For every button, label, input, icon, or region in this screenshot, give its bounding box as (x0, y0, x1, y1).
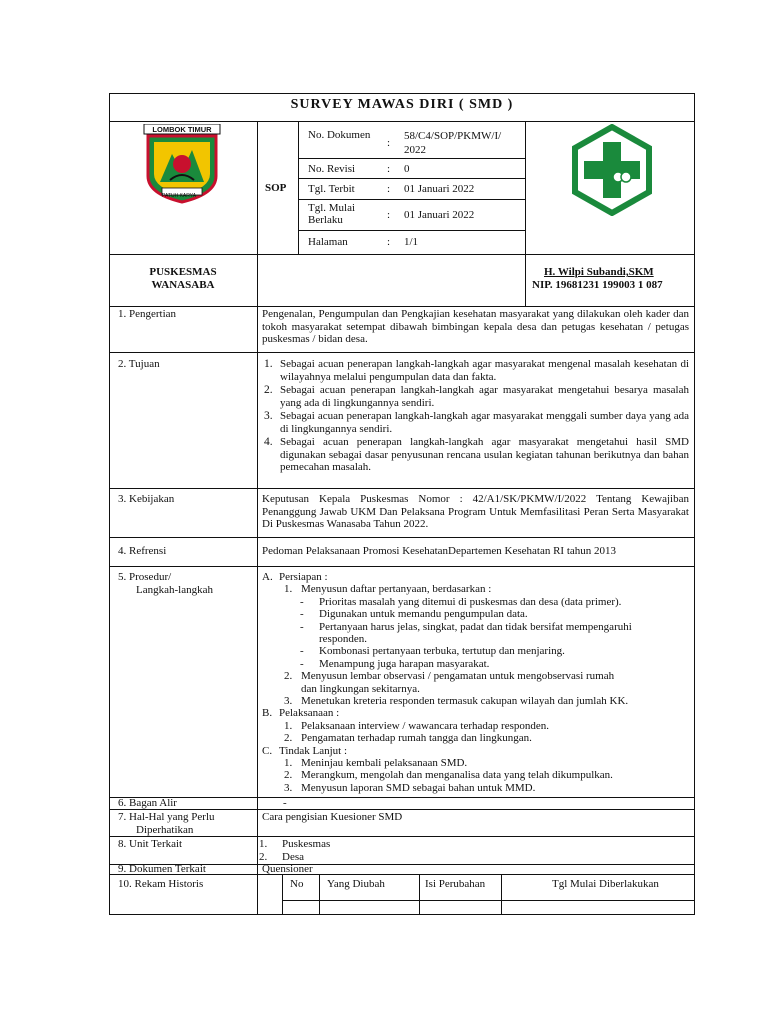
section-label-prosedur-2: Langkah-langkah (136, 584, 213, 596)
tujuan-list (264, 358, 689, 474)
org-name-line1: PUSKESMAS (149, 266, 217, 278)
prosedur-text: Kombonasi pertanyaan terbuka, tertutup dan menjaring. (319, 645, 565, 658)
meta-label-no-dokumen: No. Dokumen (308, 129, 371, 141)
section-label-bagan-alir: 6. Bagan Alir (118, 797, 177, 809)
prosedur-marker: 3. (284, 781, 293, 794)
prosedur-marker: 2. (284, 769, 293, 782)
section-label-prosedur: 5. Prosedur/ (118, 571, 172, 583)
meta-sep: : (387, 163, 391, 175)
lombok-timur-logo (140, 124, 224, 204)
prosedur-line (262, 645, 692, 657)
prosedur-line (262, 571, 692, 583)
meta-sep: : (387, 209, 391, 221)
unit-item: Puskesmas (282, 838, 331, 850)
prosedur-text: Meninjau kembali pelaksanaan SMD. (301, 757, 468, 769)
prosedur-text: Menyusun laporan SMD sebagai bahan untuk MMD. (301, 781, 536, 794)
prosedur-text: Digunakan untuk memandu pengumpulan data. (319, 608, 528, 621)
prosedur-marker: B. (262, 707, 273, 720)
section-label-pengertian: 1. Pengertian (118, 308, 177, 320)
column-header-tgl-mulai: Tgl Mulai Diberlakukan (552, 878, 659, 890)
logo-motto: PATUH KARYA (162, 193, 197, 199)
prosedur-line (262, 621, 692, 633)
unit-number: 2. (259, 851, 268, 863)
prosedur-line (262, 658, 692, 670)
prosedur-marker: C. (262, 744, 273, 757)
prosedur-marker: 2. (284, 732, 293, 745)
hal-hal-value: Cara pengisian Kuesioner SMD (262, 811, 403, 823)
section-label-unit-terkait: 8. Unit Terkait (118, 838, 183, 850)
column-header-no: No (290, 878, 304, 890)
prosedur-line (262, 769, 692, 781)
section-label-hal-hal-2: Diperhatikan (136, 824, 194, 836)
prosedur-marker: 1. (284, 719, 293, 732)
meta-value-tgl-terbit: 01 Januari 2022 (404, 183, 475, 195)
svg-text:LOMBOK TIMUR: LOMBOK TIMUR (152, 125, 212, 134)
list-item: 4. Sebagai acuan penerapan langkah-langkah agar masyarakat mengetahui hasil SMD digunakan sebagai dasar penyusunan rencana usulan kegiatan tahunan berikutnya dan bahan pemecahan masalah. (264, 436, 689, 473)
section-label-hal-hal: 7. Hal-Hal yang Perlu (118, 811, 215, 823)
meta-value-no-dokumen: 58/C4/SOP/PKMW/I/ 2022 (404, 130, 502, 156)
meta-label-tgl-terbit: Tgl. Terbit (308, 183, 355, 195)
org-name-line2: WANASABA (151, 279, 215, 291)
meta-sep: : (387, 183, 391, 195)
prosedur-line (262, 608, 692, 620)
prosedur-line (262, 745, 692, 757)
prosedur-text: Menyusun lembar observasi / pengamatan untuk mengobservasi rumah (301, 670, 615, 683)
meta-value-tgl-mulai: 01 Januari 2022 (404, 209, 475, 221)
prosedur-marker: - (300, 620, 304, 633)
prosedur-marker: 1. (284, 583, 293, 596)
pengertian-text: Pengenalan, Pengumpulan dan Pengkajian kesehatan masyarakat yang dilakukan oleh kader dan tokoh masyarakat setempat dibawah bimbingan kepala desa dan petugas kesehatan / petugas puskesmas / bidan desa. (262, 308, 689, 345)
meta-sep: : (387, 137, 391, 149)
meta-value-halaman: 1/1 (404, 236, 419, 248)
prosedur-line (262, 583, 692, 595)
unit-item: Desa (282, 851, 304, 863)
prosedur-text: Pelaksanaan : (279, 707, 340, 720)
prosedur-line (262, 720, 692, 732)
prosedur-text: Pengamatan terhadap rumah tangga dan lingkungan. (301, 732, 532, 745)
prosedur-text: Menampung juga harapan masyarakat. (319, 657, 490, 670)
prosedur-line (262, 683, 692, 695)
prosedur-marker: 1. (284, 757, 293, 769)
signer-name: H. Wilpi Subandi,SKM (544, 266, 654, 278)
section-label-dokumen-terkait: 9. Dokumen Terkait (118, 863, 206, 875)
bagan-alir-value: - (283, 797, 287, 809)
prosedur-text: responden. (319, 633, 367, 645)
prosedur-marker: - (300, 645, 304, 658)
prosedur-line (262, 707, 692, 719)
prosedur-line (262, 633, 692, 645)
prosedur-text: Tindak Lanjut : (279, 744, 348, 757)
kebijakan-text: Keputusan Kepala Puskesmas Nomor : 42/A1/SK/PKMW/I/2022 Tentang Kewajiban Penanggung Jawab UKM Dan Pelaksana Program Untuk Memfasilitasi Peran Serta Masyarakat Di Puskesmas Wanasaba Tahun 2022. (262, 493, 689, 530)
section-label-kebijakan: 3. Kebijakan (118, 493, 175, 505)
section-label-tujuan: 2. Tujuan (118, 358, 160, 370)
column-header-isi-perubahan: Isi Perubahan (425, 878, 486, 890)
meta-label-no-revisi: No. Revisi (308, 163, 356, 175)
prosedur-line (262, 782, 692, 794)
prosedur-text: Persiapan : (279, 571, 328, 583)
prosedur-marker: 2. (284, 670, 293, 683)
prosedur-text: Prioritas masalah yang ditemui di puskesmas dan desa (data primer). (319, 595, 622, 608)
prosedur-line (262, 695, 692, 707)
puskesmas-logo (566, 124, 658, 216)
prosedur-line (262, 670, 692, 682)
list-item: 2. Sebagai acuan penerapan langkah-langkah agar masyarakat mengetahui besarya masalah yang ada di lingkungannya sendiri. (264, 384, 689, 409)
prosedur-text: Menetukan kreteria responden termasuk cakupan wilayah dan jumlah KK. (301, 695, 629, 707)
dokumen-terkait-value: Quensioner (262, 863, 313, 875)
prosedur-marker: 3. (284, 695, 293, 707)
prosedur-text: Pertanyaan harus jelas, singkat, padat dan tidak bersifat mempengaruhi (319, 620, 632, 633)
prosedur-line (262, 757, 692, 769)
prosedur-text: Menyusun daftar pertanyaan, berdasarkan : (301, 583, 492, 596)
signer-nip: NIP. 19681231 199003 1 087 (532, 279, 663, 291)
prosedur-marker: A. (262, 571, 273, 583)
prosedur-text: Pelaksanaan interview / wawancara terhadap responden. (301, 719, 549, 732)
list-item: 3. Sebagai acuan penerapan langkah-langkah agar masyarakat menggali sumber daya yang ada di lingkungannya sendiri. (264, 410, 689, 435)
prosedur-marker: - (300, 595, 304, 608)
meta-sep: : (387, 236, 391, 248)
sop-label: SOP (265, 182, 287, 194)
prosedur-marker: - (300, 657, 304, 670)
meta-value-no-revisi: 0 (404, 163, 410, 175)
document-title: SURVEY MAWAS DIRI ( SMD ) (290, 97, 514, 112)
prosedur-line (262, 596, 692, 608)
meta-label-tgl-mulai: Tgl. Mulai Berlaku (308, 202, 356, 226)
prosedur-marker: - (300, 608, 304, 621)
unit-number: 1. (259, 838, 268, 850)
prosedur-line (262, 732, 692, 744)
column-header-yang-diubah: Yang Diubah (327, 878, 385, 890)
referensi-text: Pedoman Pelaksanaan Promosi KesehatanDepartemen Kesehatan RI tahun 2013 (262, 545, 617, 557)
list-item: 1. Sebagai acuan penerapan langkah-langkah agar masyarakat mengenal masalah kesehatan di wilayahnya melalui pengumpulan data dan fakta. (264, 358, 689, 383)
section-label-referensi: 4. Refrensi (118, 545, 167, 557)
meta-label-halaman: Halaman (308, 236, 348, 248)
prosedur-text: Merangkum, mengolah dan menganalisa data yang telah dikumpulkan. (301, 769, 613, 782)
prosedur-text: dan lingkungan sekitarnya. (301, 682, 420, 695)
section-label-rekam-historis: 10. Rekam Historis (118, 878, 204, 890)
